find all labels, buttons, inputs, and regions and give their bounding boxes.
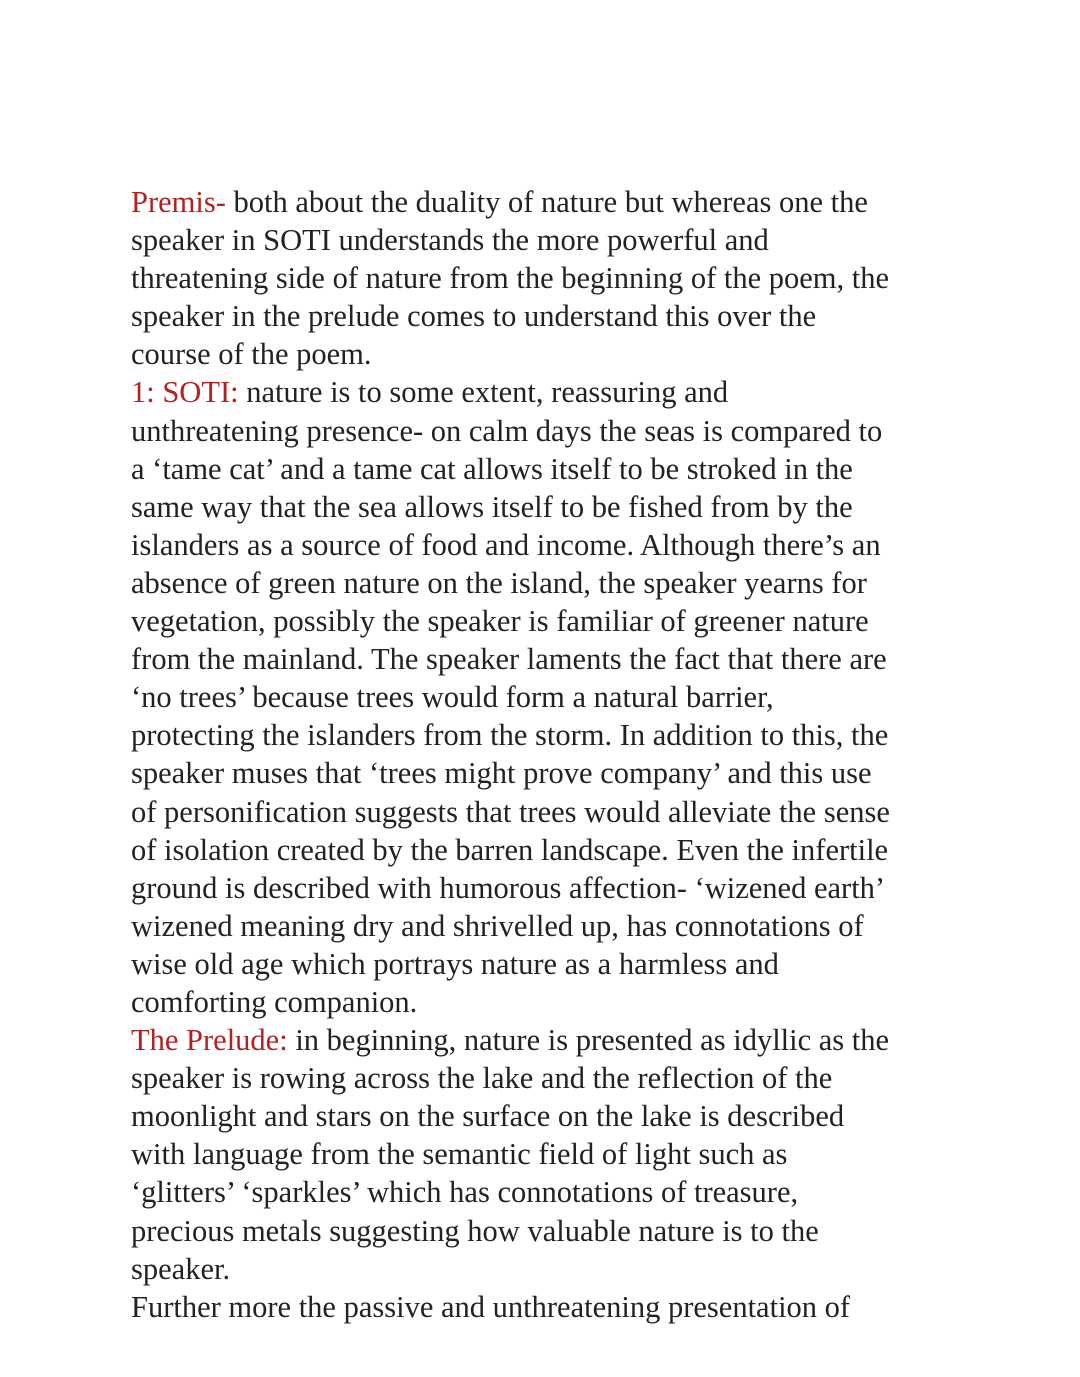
text-line: The Prelude: in beginning, nature is presented as idyllic as the xyxy=(131,1023,890,1058)
heading-label-premise: Premis- xyxy=(131,185,226,219)
text-line: unthreatening presence- on calm days the seas is compared to xyxy=(131,413,883,448)
text-line: precious metals suggesting how valuable nature is to the xyxy=(131,1213,819,1248)
text-line: threatening side of nature from the beginning of the poem, the xyxy=(131,261,890,296)
text-line: comforting companion. xyxy=(131,984,418,1019)
text-line: speaker is rowing across the lake and the reflection of the xyxy=(131,1061,833,1096)
text-line: of isolation created by the barren landscape. Even the infertile xyxy=(131,832,889,867)
text-line: protecting the islanders from the storm. In addition to this, the xyxy=(131,718,889,753)
text-line: same way that the sea allows itself to be fished from by the xyxy=(131,489,853,524)
document-page xyxy=(131,183,961,1326)
paragraph-prelude xyxy=(131,1021,961,1288)
text-line: absence of green nature on the island, the speaker yearns for xyxy=(131,565,867,600)
text-line: islanders as a source of food and income. Although there’s an xyxy=(131,527,881,562)
text-line: speaker. xyxy=(131,1251,231,1286)
text-line: ground is described with humorous affection- ‘wizened earth’ xyxy=(131,870,886,905)
text-line: ‘glitters’ ‘sparkles’ which has connotations of treasure, xyxy=(131,1175,799,1210)
paragraph-premise xyxy=(131,183,961,373)
text-line: vegetation, possibly the speaker is familiar of greener nature xyxy=(131,604,869,639)
heading-label-soti: 1: SOTI: xyxy=(131,375,239,410)
text-line: Further more the passive and unthreatening presentation of xyxy=(131,1289,851,1324)
text-line: from the mainland. The speaker laments the fact that there are xyxy=(131,642,887,677)
paragraph-further xyxy=(131,1288,961,1326)
text-line: with language from the semantic field of light such as xyxy=(131,1137,788,1172)
text-line: speaker in SOTI understands the more powerful and xyxy=(131,223,769,258)
text-line: 1: SOTI: nature is to some extent, reassuring and xyxy=(131,375,729,410)
text-line: moonlight and stars on the surface on the lake is described xyxy=(131,1099,845,1134)
text-line: Premis- both about the duality of nature but whereas one the xyxy=(131,185,868,219)
text-line: ‘no trees’ because trees would form a natural barrier, xyxy=(131,680,774,715)
text-line: of personification suggests that trees would alleviate the sense xyxy=(131,794,890,829)
text-line: speaker in the prelude comes to understand this over the xyxy=(131,299,817,334)
paragraph-soti xyxy=(131,373,961,1021)
heading-label-prelude: The Prelude: xyxy=(131,1023,288,1058)
text-line: speaker muses that ‘trees might prove company’ and this use xyxy=(131,756,872,791)
text-line: wise old age which portrays nature as a harmless and xyxy=(131,946,779,981)
text-line: a ‘tame cat’ and a tame cat allows itself to be stroked in the xyxy=(131,451,853,486)
text-line: course of the poem. xyxy=(131,337,372,372)
text-line: wizened meaning dry and shrivelled up, has connotations of xyxy=(131,908,864,943)
